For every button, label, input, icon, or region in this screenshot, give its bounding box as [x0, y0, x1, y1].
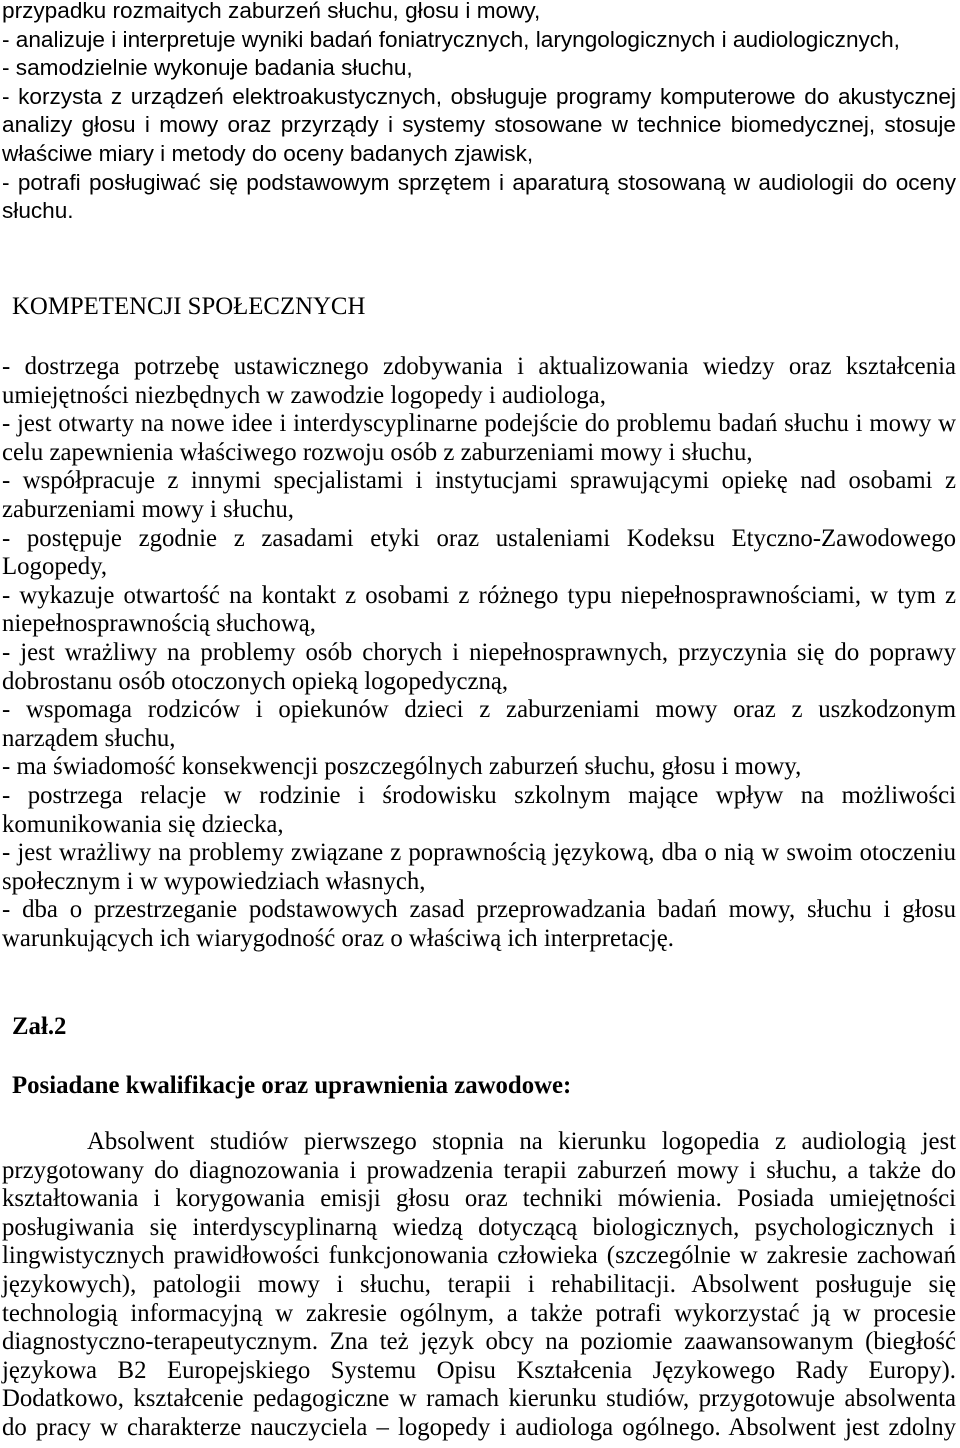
list-item [2, 639, 956, 696]
list-item-line: - jest wrażliwy na problemy osób chorych i niepełnosprawnych, przyczynia się do poprawy [2, 638, 956, 666]
list-item-line: celu zapewnienia właściwego rozwoju osób z zaburzeniami mowy i słuchu, [2, 438, 753, 466]
paragraph-line: kształtowania i korygowania emisji głosu oraz techniki mówienia. Posiada umiejętności [2, 1185, 956, 1213]
qualifications-heading-block [2, 1072, 956, 1101]
list-item-line: - samodzielnie wykonuje badania słuchu, [2, 55, 413, 81]
list-item-line: właściwe miary i metody do oceny badanych zjawisk, [2, 140, 534, 166]
list-item [2, 26, 956, 55]
list-item-line: słuchu. [2, 198, 74, 224]
skills-list-continued [2, 0, 956, 226]
list-item [2, 353, 956, 410]
list-item [2, 582, 956, 639]
list-item [2, 467, 956, 524]
list-item-line: - ma świadomość konsekwencji poszczególnych zaburzeń słuchu, głosu i mowy, [2, 753, 802, 781]
list-item [2, 169, 956, 226]
list-item-line: dobrostanu osób otoczonych opieką logopedyczną, [2, 667, 509, 695]
paragraph-line: językowych), patologii mowy i słuchu, terapii i rehabilitacji. Absolwent posługuje się [2, 1270, 956, 1298]
list-item-line: zaburzeniami mowy i słuchu, [2, 495, 294, 523]
qualifications-paragraph [2, 1128, 956, 1443]
list-item-line: narządem słuchu, [2, 724, 176, 752]
paragraph-line: Absolwent studiów pierwszego stopnia na kierunku logopedia z audiologią jest [87, 1128, 956, 1155]
list-item-line: - wspomaga rodziców i opiekunów dzieci z zaburzeniami mowy oraz z uszkodzonym [2, 696, 956, 724]
paragraph-line: lingwistycznych prawidłowości funkcjonowania człowieka (szczególnie w zakresie zachowań [2, 1242, 956, 1270]
list-item [2, 753, 956, 782]
list-item-line: przypadku rozmaitych zaburzeń słuchu, głosu i mowy, [2, 0, 541, 23]
list-item-line: analizy głosu i mowy oraz przyrządy i systemy stosowane w technice biomedycznej, stosuje [2, 112, 956, 138]
list-item-line: - współpracuje z innymi specjalistami i instytucjami sprawującymi opiekę nad osobami z [2, 467, 956, 495]
list-item [2, 525, 956, 582]
list-item-line: umiejętności niezbędnych w zawodzie logopedy i audiologa, [2, 381, 606, 409]
paragraph-line: posługiwania się interdyscyplinarną wiedzą dotyczącą biologicznych, psychologicznych i [2, 1213, 956, 1241]
list-item-line: Logopedy, [2, 553, 108, 581]
social-competences-list [2, 353, 956, 953]
paragraph-line: językowa B2 Europejskiego Systemu Opisu Kształcenia Językowego Rady Europy). [2, 1356, 956, 1384]
list-item [2, 410, 956, 467]
list-item-line: - dostrzega potrzebę ustawicznego zdobywania i aktualizowania wiedzy oraz kształcenia [2, 353, 956, 380]
list-item [2, 896, 956, 953]
list-item [2, 696, 956, 753]
list-item [2, 0, 956, 26]
paragraph-line: przygotowany do diagnozowania i prowadzenia terapii zaburzeń mowy i słuchu, a także do [2, 1156, 956, 1184]
paragraph-line: diagnostyczno-terapeutycznym. Zna też język obcy na poziomie zaawansowanym (biegłość [2, 1328, 956, 1356]
list-item-line: - korzysta z urządzeń elektroakustycznych, obsługuje programy komputerowe do akustycznej [2, 83, 956, 109]
list-item [2, 83, 956, 169]
paragraph-line: Dodatkowo, kształcenie pedagogiczne w ramach kierunku studiów, przygotowuje absolwenta [2, 1385, 956, 1413]
social-competences-section-heading [2, 293, 956, 322]
paragraph-line: technologią informacyjną w zakresie ogólnym, a także potrafi wykorzystać ją w procesie [2, 1299, 956, 1327]
list-item-line: - potrafi posługiwać się podstawowym sprzętem i aparaturą stosowaną w audiologii do oceny [2, 169, 956, 195]
list-item-line: - jest wrażliwy na problemy związane z poprawnością językową, dba o nią w swoim otoczeniu [2, 839, 956, 867]
list-item-line: - wykazuje otwartość na kontakt z osobami z różnego typu niepełnosprawnościami, w tym z [2, 581, 956, 609]
attachment-label-block [2, 1013, 956, 1042]
list-item-line: - postępuje zgodnie z zasadami etyki oraz ustaleniami Kodeksu Etyczno-Zawodowego [2, 524, 956, 552]
list-item [2, 782, 956, 839]
qualifications-heading: Posiadane kwalifikacje oraz uprawnienia zawodowe: [12, 1072, 572, 1099]
attachment-label: Zał.2 [12, 1013, 67, 1040]
list-item-line: - postrzega relacje w rodzinie i środowisku szkolnym mające wpływ na możliwości [2, 781, 956, 809]
list-item [2, 839, 956, 896]
paragraph-line: do pracy w charakterze nauczyciela – logopedy i audiologa ogólnego. Absolwent jest zdolny [2, 1413, 956, 1441]
list-item [2, 54, 956, 83]
section-heading: KOMPETENCJI SPOŁECZNYCH [12, 293, 366, 320]
list-item-line: komunikowania się dziecka, [2, 810, 284, 838]
list-item-line: społecznym i w wypowiedziach własnych, [2, 867, 426, 895]
list-item-line: - jest otwarty na nowe idee i interdyscyplinarne podejście do problemu badań słuchu i mowy w [2, 410, 956, 438]
list-item-line: - analizuje i interpretuje wyniki badań foniatrycznych, laryngologicznych i audiologicznych, [2, 26, 900, 52]
list-item-line: warunkujących ich wiarygodność oraz o właściwą ich interpretację. [2, 924, 674, 952]
list-item-line: - dba o przestrzeganie podstawowych zasad przeprowadzania badań mowy, słuchu i głosu [2, 896, 956, 924]
list-item-line: niepełnosprawnością słuchową, [2, 610, 317, 638]
